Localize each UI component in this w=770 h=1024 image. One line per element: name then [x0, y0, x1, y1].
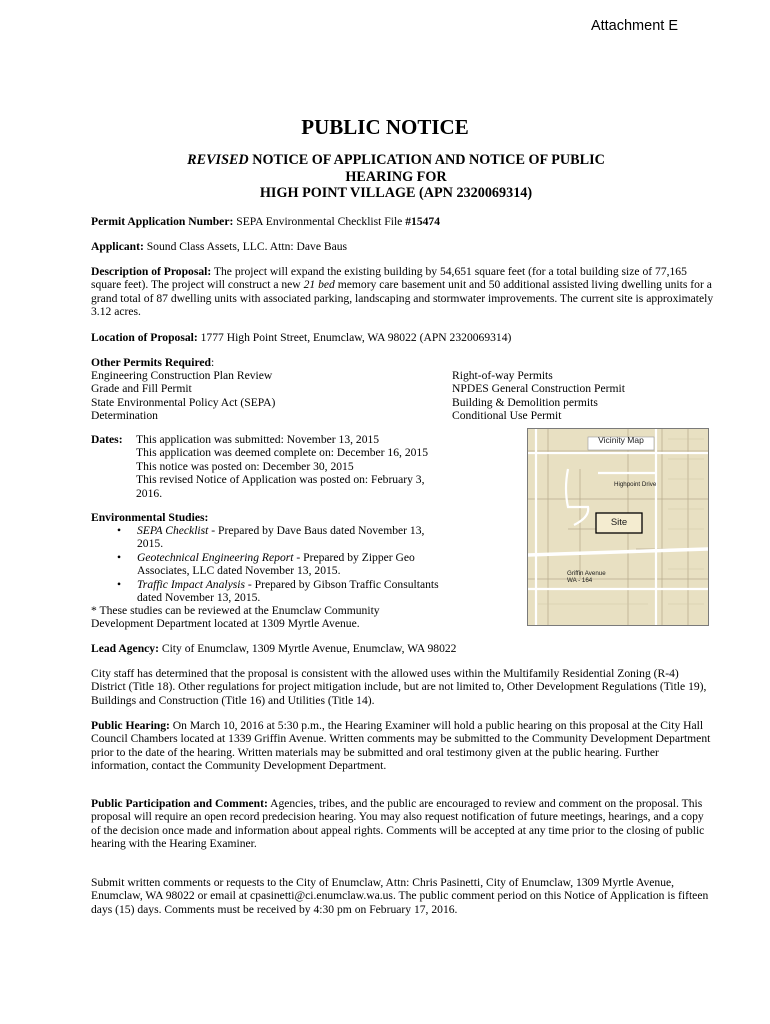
- description-text-1: The project will expand the existing building by 54,651 square feet (for a total building size of 77,165 square feet). The project will construct a new: [91, 265, 687, 292]
- subtitle-line-1: [0, 152, 770, 169]
- revised-label: REVISED: [187, 152, 249, 168]
- map-street-label-2-line: Griffin Avenue: [567, 570, 606, 577]
- date-line: This application was deemed complete on: December 16, 2015: [136, 446, 429, 460]
- permit-item: Conditional Use Permit: [452, 409, 562, 423]
- description-text-2: memory care basement unit and 50 additional assisted living dwelling units for a grand total of 87 dwelling units with associated parking, landscaping and stormwater improvements. The current site is approximately 3.12 acres.: [91, 278, 714, 319]
- study-detail: - Prepared by Gibson Traffic Consultants: [245, 578, 439, 591]
- public-hearing-label: Public Hearing:: [91, 719, 170, 732]
- permit-item: NPDES General Construction Permit: [452, 382, 625, 396]
- lead-agency-label: Lead Agency:: [91, 642, 159, 655]
- dates-label: [91, 433, 123, 446]
- date-line: This application was submitted: November 13, 2015: [136, 433, 380, 446]
- map-street-label-2-line: WA - 164: [567, 577, 593, 584]
- study-detail: - Prepared by Zipper Geo: [293, 551, 415, 564]
- study-item: [137, 578, 507, 605]
- other-permits-colon: :: [211, 356, 215, 369]
- vicinity-map: [527, 428, 709, 626]
- lead-agency: [91, 642, 716, 655]
- permit-label: Permit Application Number:: [91, 215, 234, 228]
- other-permits-label: Other Permits Required: [91, 356, 211, 369]
- permit-number: [91, 215, 716, 228]
- permit-value: SEPA Environmental Checklist File: [233, 215, 406, 228]
- study-detail: - Prepared by Dave Baus dated November 13,: [208, 524, 425, 537]
- submit-comments: Submit written comments or requests to the City of Enumclaw, Attn: Chris Pasinetti, City of Enumclaw, 1309 Myrtle Avenue, Enumclaw, WA 98022 or email at cpasinetti@ci.enumclaw.wa.us. The public comment period on this Notice of Application is fifteen days (15) days. Comments must be received by 4:30 pm on February 17, 2016.: [91, 876, 709, 916]
- dates-list: [136, 433, 516, 500]
- description: [91, 265, 716, 319]
- attachment-label: Attachment E: [590, 18, 678, 34]
- study-detail-cont: 2015.: [137, 537, 164, 551]
- study-title: SEPA Checklist: [137, 524, 209, 537]
- permit-item: State Environmental Policy Act (SEPA): [91, 395, 276, 409]
- permits-right-column: [452, 369, 712, 423]
- location-label: Location of Proposal:: [91, 331, 198, 344]
- permit-item: Grade and Fill Permit: [91, 382, 192, 396]
- bullet-icon: •: [117, 551, 122, 564]
- studies-note-line: Development Department located at 1309 Myrtle Avenue.: [91, 617, 360, 631]
- subtitle-line-2: HEARING FOR: [345, 168, 447, 185]
- date-line: This revised Notice of Application was posted on: February 3,: [136, 473, 425, 487]
- studies-note: [91, 604, 511, 631]
- study-title: Traffic Impact Analysis: [137, 578, 245, 591]
- map-street-label-2: [567, 570, 606, 584]
- subtitle-line-1-text: NOTICE OF APPLICATION AND NOTICE OF PUBLIC: [248, 152, 605, 168]
- studies-note-line: * These studies can be reviewed at the Enumclaw Community: [91, 604, 380, 617]
- permit-item: Determination: [91, 409, 158, 423]
- date-line: 2016.: [136, 486, 163, 500]
- study-item: [137, 551, 507, 578]
- permits-left-column: [91, 369, 431, 423]
- permit-item: Engineering Construction Plan Review: [91, 369, 273, 382]
- permit-item: Building & Demolition permits: [452, 395, 598, 409]
- public-participation: [91, 797, 716, 851]
- dates-label-text: Dates:: [91, 433, 123, 446]
- applicant: [91, 240, 716, 253]
- notice-subtitle: [0, 152, 770, 202]
- lead-agency-value: City of Enumclaw, 1309 Myrtle Avenue, Enumclaw, WA 98022: [158, 642, 457, 655]
- study-item: [137, 524, 507, 551]
- public-hearing: [91, 719, 716, 773]
- map-title: Vicinity Map: [598, 435, 644, 445]
- study-title: Geotechnical Engineering Report: [137, 551, 294, 564]
- applicant-value: Sound Class Assets, LLC. Attn: Dave Baus: [143, 240, 348, 253]
- permit-file-number: #15474: [405, 215, 440, 228]
- date-line: This notice was posted on: December 30, 2015: [136, 459, 354, 473]
- applicant-label: Applicant:: [91, 240, 144, 253]
- page-title: PUBLIC NOTICE: [301, 115, 469, 139]
- public-participation-text: Agencies, tribes, and the public are encouraged to review and comment on the proposal. This proposal will require an open record predecision hearing. You may also request notification of future meetings, hearings, and a copy of the decision once made and information about appeal rights. Comments will be accepted at any time prior to the closing of public hearing with the Hearing Examiner.: [91, 797, 705, 851]
- staff-determination: City staff has determined that the proposal is consistent with the allowed uses within the Multifamily Residential Zoning (R-4) District (Title 18). Other regulations for project mitigation include, but are not limited to, Other Development Regulations (Title 19), Buildings and Construction (Title 16) and Utilities (Title 14).: [91, 667, 707, 707]
- map-site-label: Site: [610, 517, 628, 528]
- location: [91, 331, 716, 344]
- map-street-label: Highpoint Drive: [614, 481, 657, 488]
- study-detail-cont: dated November 13, 2015.: [137, 591, 261, 605]
- other-permits-heading: [91, 356, 716, 369]
- description-label: Description of Proposal:: [91, 265, 212, 278]
- permit-item: Right-of-way Permits: [452, 369, 553, 382]
- description-italic: 21 bed: [303, 278, 335, 292]
- location-value: 1777 High Point Street, Enumclaw, WA 98022 (APN 2320069314): [197, 331, 512, 344]
- bullet-icon: •: [117, 578, 122, 591]
- study-detail-cont: Associates, LLC dated November 13, 2015.: [137, 564, 341, 578]
- bullet-icon: •: [117, 524, 122, 537]
- subtitle-line-3: HIGH POINT VILLAGE (APN 2320069314): [259, 185, 533, 201]
- public-hearing-text: On March 10, 2016 at 5:30 p.m., the Hearing Examiner will hold a public hearing on this proposal at the City Hall Council Chambers located at 1339 Griffin Avenue. Written comments may be submitted to the Community Development Department prior to the date of the hearing. Written materials may be submitted and oral testimony given at the public hearing. Further information, contact the Community Development Department.: [91, 719, 711, 773]
- studies-heading: Environmental Studies:: [91, 511, 209, 524]
- public-participation-label: Public Participation and Comment:: [91, 797, 268, 810]
